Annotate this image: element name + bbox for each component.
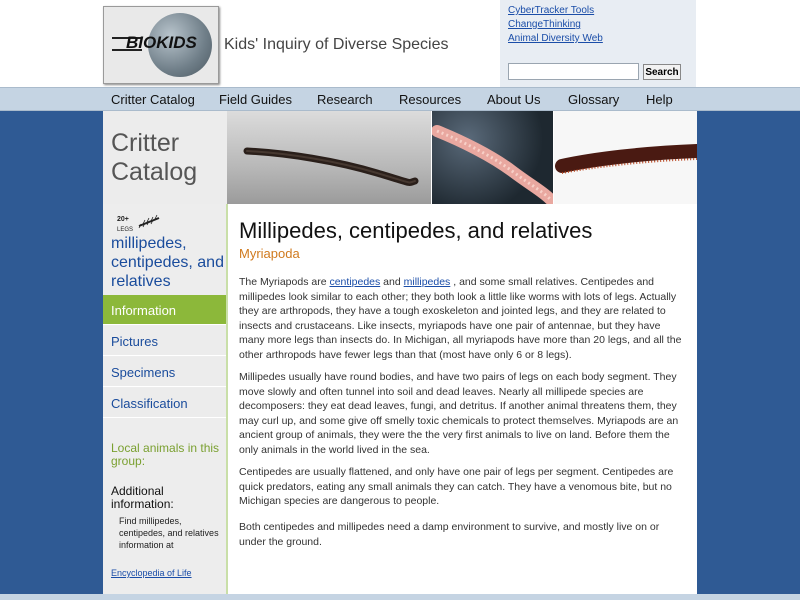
main-nav: [0, 87, 800, 111]
page-subtitle: Myriapoda: [239, 246, 300, 261]
banner-title-line2: Catalog: [111, 158, 198, 186]
encyclopedia-of-life-link[interactable]: Encyclopedia of Life: [111, 568, 192, 578]
nav-resources[interactable]: Resources: [399, 92, 462, 107]
millipedes-paragraph: Millipedes usually have round bodies, and have two pairs of legs on each body segment. They move slowly and often tunnel into soil and dead leaves. Nearly all millipede species are decomposers: they eat dead leaves, fungi, and detritus. If another animal threatens them, they may curl up, and some give off smelly toxic chemicals to protect themselves. Myriapods are an ancient group of animals, they were the the very first animals to live on land. Before them the only animals in the world lived in the sea.: [239, 371, 679, 456]
nav-glossary[interactable]: Glossary: [568, 92, 620, 107]
centipede-photo: [432, 111, 553, 204]
logo-text: BIOKIDS: [126, 33, 197, 52]
svg-text:LEGS: LEGS: [117, 227, 134, 233]
millipedes-link[interactable]: millipedes: [403, 276, 451, 288]
intro-paragraph: [239, 275, 687, 362]
main-content: [226, 204, 697, 594]
nav-help[interactable]: Help: [646, 92, 673, 107]
centipedes-link[interactable]: centipedes: [329, 276, 381, 288]
millipede-photo-1: [227, 111, 431, 204]
group-title: millipedes, centipedes, and relatives: [111, 235, 224, 290]
local-animals-heading: Local animals in this group:: [111, 441, 220, 468]
search-input[interactable]: [508, 63, 639, 80]
intro-text-mid: and: [380, 276, 404, 288]
search-button[interactable]: Search: [643, 64, 681, 80]
page-title: Millipedes, centipedes, and relatives: [239, 218, 593, 243]
site-header: [0, 0, 800, 87]
nav-critter-catalog[interactable]: Critter Catalog: [111, 92, 195, 107]
site-title: Kids' Inquiry of Diverse Species: [224, 36, 449, 53]
banner-title-line1: Critter: [111, 129, 180, 157]
sidebar: [103, 204, 226, 594]
additional-info-text: Find millipedes, centipedes, and relatives information at: [119, 516, 219, 550]
environment-paragraph: Both centipedes and millipedes need a damp environment to survive, and mostly live on or under the ground.: [239, 521, 660, 548]
svg-text:20+: 20+: [117, 216, 129, 223]
nav-about-us[interactable]: About Us: [487, 92, 541, 107]
millipede-photo-2: [554, 111, 697, 204]
changethinking-link[interactable]: ChangeThinking: [508, 19, 581, 30]
additional-info-heading: Additional information:: [111, 484, 174, 511]
nav-research[interactable]: Research: [317, 92, 373, 107]
sidebar-item-information[interactable]: Information: [103, 295, 226, 325]
intro-text-start: The Myriapods are: [239, 276, 330, 288]
bottom-strip: [0, 594, 800, 600]
animal-diversity-web-link[interactable]: Animal Diversity Web: [508, 33, 603, 44]
centipedes-paragraph: Centipedes are usually flattened, and only have one pair of legs per segment. Centipedes are quick predators, eating any small animals they can catch. They have a venomous bite, but no Michigan species are dangerous to people.: [239, 466, 674, 507]
twenty-plus-legs-icon: [115, 212, 163, 234]
sidebar-item-classification[interactable]: Classification: [103, 388, 226, 418]
intro-text-end: , and some small relatives. Centipedes and millipedes look similar to each other; they both look a little like worms with lots of legs. Actually they are arthropods, they have a tough exoskeleton and jointed legs, and they are related to insects and crustaceans. Like insects, myriapods have one pair of antennae, but they have many more legs than insects do. In Michigan, all myriapods have more than 20 legs, and all the other arthropods have fewer legs than that (most have only 6 or 8 legs).: [239, 276, 682, 361]
nav-field-guides[interactable]: Field Guides: [219, 92, 292, 107]
biokids-logo[interactable]: [103, 6, 219, 84]
sidebar-item-pictures[interactable]: Pictures: [103, 326, 226, 356]
cybertracker-link[interactable]: CyberTracker Tools: [508, 5, 595, 16]
banner-title: [103, 111, 227, 204]
critter-catalog-banner: [103, 111, 697, 204]
sidebar-item-specimens[interactable]: Specimens: [103, 357, 226, 387]
